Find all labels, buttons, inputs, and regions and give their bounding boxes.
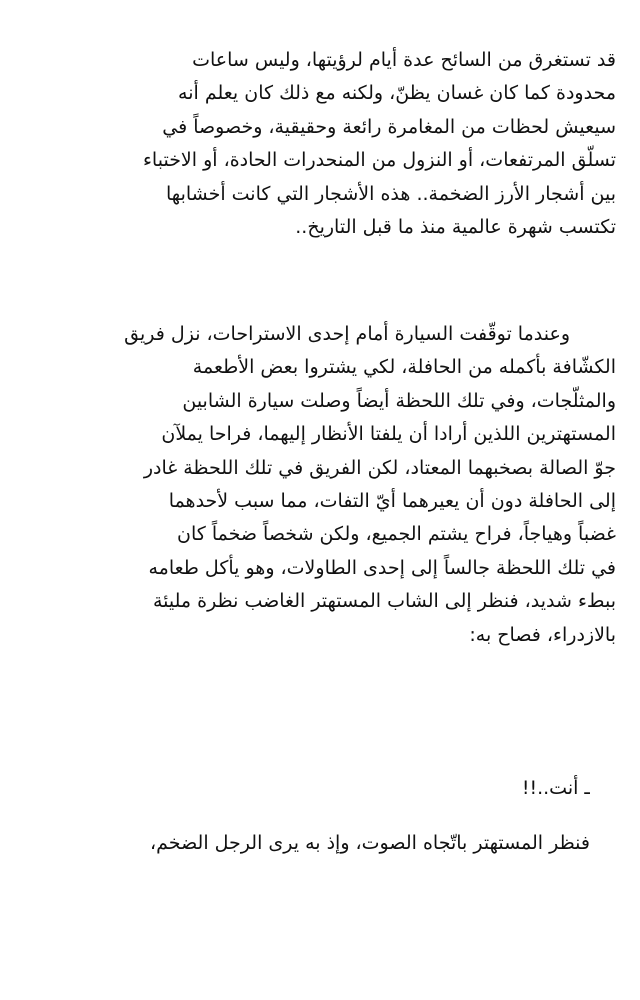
text-line: تكتسب شهرة عالمية منذ ما قبل التاريخ.. <box>295 215 616 238</box>
text-line: فنظر المستهتر باتّجاه الصوت، وإذ به يرى الرجل الضخم، <box>150 832 590 854</box>
text-line: المستهترين اللذين أرادا أن يلفتا الأنظار إليهما، فراحا يملآن <box>161 423 616 446</box>
text-line: بين أشجار الأرز الضخمة.. هذه الأشجار التي كانت أخشابها <box>166 182 616 205</box>
text-line: تسلّق المرتفعات، أو النزول من المنحدرات الحادة، أو الاختباء <box>143 149 616 172</box>
dialogue-line <box>30 772 590 805</box>
text-line: وعندما توقّفت السيارة أمام إحدى الاستراحات، نزل فريق <box>124 323 570 345</box>
text-line: ـ أنت..!! <box>521 777 590 799</box>
text-line: محدودة كما كان غسان يظنّ، ولكنه مع ذلك كان يعلم أنه <box>178 82 616 105</box>
paragraph-1 <box>30 44 616 244</box>
text-line: غضباً وهياجاً، فراح يشتم الجميع، ولكن شخصاً ضخماً كان <box>177 523 616 546</box>
paragraph-2 <box>30 318 616 652</box>
text-line: قد تستغرق من السائح عدة أيام لرؤيتها، وليس ساعات <box>192 49 616 71</box>
paragraph-3 <box>30 827 590 860</box>
text-line: جوّ الصالة بصخبهما المعتاد، لكن الفريق في تلك اللحظة غادر <box>143 456 616 479</box>
text-line: الكشّافة بأكمله من الحافلة، لكي يشتروا بعض الأطعمة <box>192 356 616 379</box>
text-line: والمثلّجات، وفي تلك اللحظة أيضاً وصلت سيارة الشابين <box>182 389 616 412</box>
text-line: في تلك اللحظة جالساً إلى إحدى الطاولات، وهو يأكل طعامه <box>148 556 616 579</box>
text-line: ببطء شديد، فنظر إلى الشاب المستهتر الغاضب نظرة مليئة <box>152 590 616 613</box>
text-line: سيعيش لحظات من المغامرة رائعة وحقيقية، وخصوصاً في <box>162 115 616 138</box>
text-line: إلى الحافلة دون أن يعيرهما أيّ التفات، مما سبب لأحدهما <box>168 489 616 512</box>
text-line: بالازدراء، فصاح به: <box>469 623 616 646</box>
